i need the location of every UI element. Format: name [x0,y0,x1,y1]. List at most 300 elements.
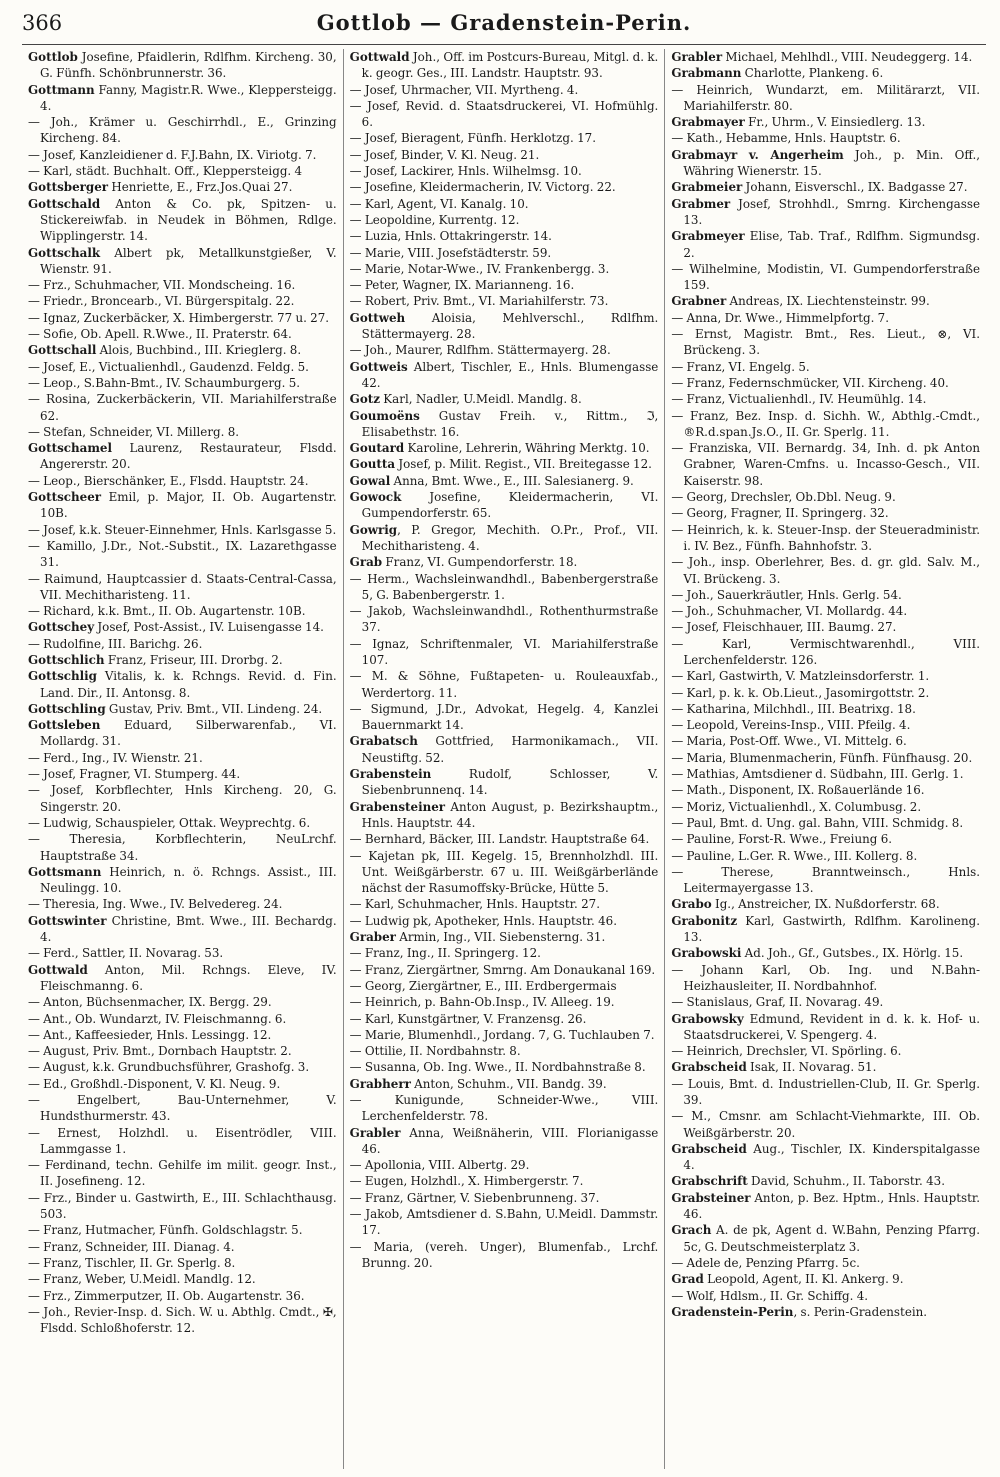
entry-details: — Therese, Branntweinsch., Hnls. Leitermayergasse 13. [671,864,981,896]
directory-entry [671,1059,980,1075]
entry-details: — Karl, Gastwirth, V. Matzleinsdorferstr. 1. [671,669,930,684]
entry-details: — Stefan, Schneider, VI. Millerg. 8. [28,424,240,439]
entry-details: — Georg, Fragner, II. Springerg. 32. [671,506,889,521]
directory-entry [350,1239,659,1272]
directory-entry [350,945,659,961]
entry-details: — Anton, Büchsenmacher, IX. Bergg. 29. [28,995,272,1010]
entry-details: Ig., Anstreicher, IX. Nußdorferstr. 68. [711,897,940,912]
entry-details: — Ant., Ob. Wundarzt, IV. Fleischmanng. 6. [28,1011,287,1026]
directory-entry [350,603,659,636]
entry-surname: Grabner [671,294,727,309]
entry-details: Ad. Joh., Gf., Gutsbes., IX. Hörlg. 15. [741,946,964,961]
entry-surname: Gottschlich [28,652,105,667]
entry-details: — Leop., S.Bahn-Bmt., IV. Schaumburgerg. 5. [28,375,301,390]
entry-details: — Theresia, Ing. Wwe., IV. Belvedereg. 24. [28,897,283,912]
entry-details: — Franz, Gärtner, V. Siebenbrunneng. 37. [349,1190,600,1205]
directory-entry [671,945,980,961]
entry-surname: Grabherr [349,1076,411,1091]
directory-entry [671,668,980,684]
directory-entry [28,1157,337,1190]
entry-surname: Grabensteiner [349,799,446,814]
directory-entry [671,522,980,555]
entry-details: — Franz, Tischler, II. Gr. Sperlg. 8. [28,1255,236,1270]
entry-details: — Herm., Wachsleinwandhdl., Babenbergerstraße 5, G. Babenbergerstr. 1. [349,571,659,602]
entry-surname: Gottweh [349,310,406,325]
entry-details: — Franz, Weber, U.Meidl. Mandlg. 12. [28,1272,256,1287]
entry-details: Michael, Mehlhdl., VIII. Neudeggerg. 14. [722,50,973,64]
directory-entry [671,717,980,733]
directory-entry [671,636,980,669]
directory-entry [671,962,980,995]
entry-surname: Gottwald [28,962,88,977]
entry-surname: Gottscheer [28,490,102,505]
entry-details: Anton, p. Bez. Hptm., Hnls. Hauptstr. 46. [683,1190,981,1222]
entry-details: — Ferd., Ing., IV. Wienstr. 21. [28,750,203,765]
entry-surname: Gottmann [28,82,95,97]
directory-entry [28,962,337,995]
directory-entry [671,766,980,782]
directory-entry [350,848,659,897]
entry-details: Aug., Tischler, IX. Kinderspitalgasse 4. [683,1141,981,1173]
directory-entry [28,1190,337,1223]
page-number: 366 [22,11,63,35]
directory-entry [28,82,337,115]
entry-details: — Sigmund, J.Dr., Advokat, Hegelg. 4, Kanzlei Bauernmarkt 14. [349,701,659,733]
entry-details: — Kath., Hebamme, Hnls. Hauptstr. 6. [671,131,901,146]
directory-entry [350,1027,659,1043]
entry-details: — Leop., Bierschänker, E., Flsdd. Hauptstr. 24. [28,473,309,488]
entry-details: — Karl, städt. Buchhalt. Off., Kleppersteigg. 4 [28,164,303,179]
directory-entry [671,114,980,130]
entry-surname: Grabo [671,897,712,912]
entry-details: Karoline, Lehrerin, Währing Merktg. 10. [404,441,650,456]
entry-details: Fr., Uhrm., V. Einsiedlerg. 13. [744,115,926,130]
entry-details: — Marie, Notar-Wwe., IV. Frankenbergg. 3. [349,261,610,276]
directory-entry [28,1059,337,1075]
directory-entry [28,245,337,278]
directory-entry [671,1271,980,1287]
directory-entry [671,130,980,146]
directory-entry [350,261,659,277]
entry-details: — Josef, Fragner, VI. Stumperg. 44. [28,767,241,782]
directory-entry [350,245,659,261]
entry-surname: Gotz [349,392,381,407]
directory-entry [350,994,659,1010]
entry-details: Heinrich, n. ö. Rchngs. Assist., III. Neulingg. 10. [40,864,337,896]
directory-entry [671,505,980,521]
entry-details: Anton, Mil. Rchngs. Eleve, IV. Fleischmanng. 6. [40,962,337,993]
directory-entry [28,831,337,864]
directory-entry [350,554,659,570]
directory-entry [28,1027,337,1043]
entry-details: — Louis, Bmt. d. Industriellen-Club, II. Gr. Sperlg. 39. [671,1076,981,1107]
entry-surname: Gottweis [349,359,408,374]
directory-entry [671,1043,980,1059]
directory-entry [28,603,337,619]
entry-details: — Franz, Victualienhdl., IV. Heumühlg. 14. [671,392,927,407]
entry-details: — Karl, Agent, VI. Kanalg. 10. [349,196,529,211]
entry-surname: Gottschling [28,701,106,716]
entry-details: — August, k.k. Grundbuchsführer, Grashofg. 3. [28,1060,310,1075]
entry-details: Aloisia, Mehlverschl., Rdlfhm. Stättermayerg. 28. [361,310,659,342]
entry-details: — Adele de, Penzing Pfarrg. 5c. [671,1255,860,1270]
entry-details: — Karl, Kunstgärtner, V. Franzensg. 26. [349,1011,587,1026]
directory-entry [671,1255,980,1271]
entry-details: — Susanna, Ob. Ing. Wwe., II. Nordbahnstraße 8. [349,1060,646,1075]
entry-details: — Josef, Uhrmacher, VII. Myrtheng. 4. [349,82,579,97]
entry-details: , P. Gregor, Mechith. O.Pr., Prof., VII. Mechitharisteng. 4. [361,522,659,553]
running-head: Gottlob — Gradenstein-Perin. [316,10,692,35]
directory-entry [671,994,980,1010]
entry-surname: Gottsleben [28,718,101,733]
entry-surname: Grabschrift [671,1174,748,1189]
directory-entry [671,782,980,798]
entry-details: — Georg, Ziergärtner, E., III. Erdbergermais [349,978,617,993]
directory-entry [28,701,337,717]
entry-details: — Karl, Vermischtwarenhdl., VIII. Lerchenfelderstr. 126. [671,636,981,667]
entry-surname: Graber [349,930,396,945]
directory-entry [671,408,980,441]
directory-entry [350,147,659,163]
entry-details: — Ignaz, Zuckerbäcker, X. Himbergerstr. 77 u. 27. [28,310,330,325]
entry-surname: Gowock [349,490,402,505]
directory-entry [671,619,980,635]
directory-entry [350,1190,659,1206]
directory-entry [28,766,337,782]
entry-details: — Franz, Schneider, III. Dianag. 4. [28,1239,235,1254]
directory-entry [28,913,337,946]
entry-details: Edmund, Revident in d. k. k. Hof- u. Staatsdruckerei, V. Spengerg. 4. [683,1011,981,1042]
directory-entry [350,799,659,832]
entry-surname: Grabonitz [671,913,738,928]
entry-details: — Ernest, Holzhdl. u. Eisentrödler, VIII. Lammgasse 1. [28,1125,337,1156]
entry-details: — Joh., insp. Oberlehrer, Bes. d. gr. gld. Salv. M., VI. Brückeng. 3. [671,555,981,586]
entry-details: Fanny, Magistr.R. Wwe., Kleppersteigg. 4. [40,82,337,113]
directory-columns [22,49,986,1469]
entry-surname: Grabscheid [671,1141,747,1156]
directory-entry [671,587,980,603]
directory-entry [28,896,337,912]
directory-entry [28,1304,337,1337]
entry-details: Armin, Ing., VII. Siebensterng. 31. [395,930,606,945]
entry-details: Anna, Weißnäherin, VIII. Florianigasse 46. [361,1125,659,1156]
entry-surname: Gottschey [28,620,95,635]
column-3 [665,49,986,1469]
directory-entry [350,1043,659,1059]
directory-entry [671,848,980,864]
directory-entry [671,179,980,195]
entry-details: — Ferd., Sattler, II. Novarag. 53. [28,946,224,961]
directory-entry [671,65,980,81]
entry-details: — Engelbert, Bau-Unternehmer, V. Hundsthurmerstr. 43. [28,1093,337,1124]
directory-entry [671,603,980,619]
entry-surname: Gottschall [28,343,97,358]
entry-details: — Franz, Ziergärtner, Smrng. Am Donaukanal 169. [349,962,656,977]
entry-details: — Heinrich, Drechsler, VI. Spörling. 6. [671,1044,902,1059]
entry-details: — Maria, Blumenmacherin, Fünfh. Fünfhausg. 20. [671,750,973,765]
directory-entry [350,408,659,441]
directory-entry [28,163,337,179]
directory-entry [671,310,980,326]
directory-entry [350,228,659,244]
directory-entry [671,196,980,229]
entry-details: — Georg, Drechsler, Ob.Dbl. Neug. 9. [671,490,896,505]
directory-entry [350,456,659,472]
entry-details: — Stanislaus, Graf, II. Novarag. 49. [671,995,884,1010]
entry-details: — Bernhard, Bäcker, III. Landstr. Hauptstraße 64. [349,832,650,847]
entry-details: Laurenz, Restaurateur, Flsdd. Angererstr. 20. [40,441,337,472]
directory-entry [28,994,337,1010]
entry-surname: Gradenstein-Perin [671,1304,794,1319]
directory-entry [671,82,980,115]
entry-surname: Grach [671,1223,712,1238]
entry-details: — Sofie, Ob. Apell. R.Wwe., II. Praterstr. 64. [28,327,292,342]
entry-details: — Apollonia, VIII. Albertg. 29. [349,1158,530,1173]
directory-entry [350,1076,659,1092]
entry-details: — Marie, VIII. Josefstädterstr. 59. [349,245,552,260]
entry-details: Josef, Strohhdl., Smrng. Kirchengasse 13. [683,196,981,227]
directory-entry [350,359,659,392]
directory-entry [350,196,659,212]
column-1 [22,49,344,1469]
directory-entry [350,929,659,945]
entry-details: — Robert, Priv. Bmt., VI. Mariahilferstr. 73. [349,294,609,309]
entry-details: — Anna, Dr. Wwe., Himmelpfortg. 7. [671,310,890,325]
entry-details: — Wolf, Hdlsm., II. Gr. Schiffg. 4. [671,1288,869,1303]
directory-entry [350,49,659,82]
directory-entry [28,424,337,440]
directory-entry [671,1173,980,1189]
directory-entry [350,1125,659,1158]
entry-details: — Luzia, Hnls. Ottakringerstr. 14. [349,229,552,244]
entry-details: — Josef, Binder, V. Kl. Neug. 21. [349,147,540,162]
entry-details: — Theresia, Korbflechterin, NeuLrchf. Hauptstraße 34. [28,832,337,863]
entry-details: — Leopoldine, Kurrentg. 12. [349,212,520,227]
entry-details: — Josefine, Kleidermacherin, IV. Victorg. 22. [349,180,616,195]
entry-details: — Peter, Wagner, IX. Marianneng. 16. [349,278,575,293]
directory-entry [28,1239,337,1255]
entry-details: Anton & Co. pk, Spitzen- u. Stickereiwfab. in Neudek in Böhmen, Rdlge. Wipplingerstr. 14. [40,196,337,244]
entry-details: — Joh., Revier-Insp. d. Sich. W. u. Abthlg. Cmdt., ✠, Flsdd. Schloßhoferstr. 12. [28,1304,337,1336]
entry-details: — Karl, Schuhmacher, Hnls. Hauptstr. 27. [349,897,601,912]
entry-details: Josef, Post-Assist., IV. Luisengasse 14. [94,620,324,635]
directory-entry [28,522,337,538]
entry-details: Josef, p. Milit. Regist., VII. Breitegasse 12. [395,457,652,472]
directory-entry [28,571,337,604]
entry-details: — Joh., Maurer, Rdlfhm. Stättermayerg. 28. [349,343,611,358]
entry-details: — Heinrich, k. k. Steuer-Insp. der Steueradministr. i. IV. Bez., Fünfh. Bahnhofstr. 3. [671,522,981,553]
entry-details: — Franz, Hutmacher, Fünfh. Goldschlagstr. 5. [28,1223,303,1238]
directory-entry [28,326,337,342]
entry-details: Alois, Buchbind., III. Krieglerg. 8. [96,343,302,358]
entry-surname: Grabsteiner [671,1190,751,1205]
entry-details: — M., Cmsnr. am Schlacht-Viehmarkte, III. Ob. Weißgärberstr. 20. [671,1109,981,1140]
directory-entry [350,1011,659,1027]
directory-entry [28,391,337,424]
directory-entry [671,1108,980,1141]
entry-surname: Grabmeyer [671,229,745,244]
entry-details: — Josef, Kanzleidiener d. F.J.Bahn, IX. Viriotg. 7. [28,147,317,162]
directory-entry [350,1092,659,1125]
entry-surname: Gottswinter [28,913,107,928]
entry-details: — Ed., Großhdl.-Disponent, V. Kl. Neug. 9. [28,1076,281,1091]
entry-surname: Goumoëns [349,408,420,423]
directory-entry [28,945,337,961]
entry-details: — Ottilie, II. Nordbahnstr. 8. [349,1044,521,1059]
entry-details: — Friedr., Broncearb., VI. Bürgerspitalg. 22. [28,294,295,309]
entry-details: — Franz, Bez. Insp. d. Sichh. W., Abthlg.-Cmdt., ®R.d.span.Js.O., II. Gr. Sperlg. 11. [671,408,981,439]
entry-surname: Grabler [671,50,723,64]
directory-entry [350,913,659,929]
directory-entry [28,668,337,701]
directory-entry [28,1255,337,1271]
entry-details: — Ludwig, Schauspieler, Ottak. Weyprechtg. 6. [28,815,311,830]
directory-entry [28,277,337,293]
entry-surname: Grab [349,555,383,570]
entry-surname: Goutard [349,441,405,456]
entry-details: — Franziska, VII. Bernardg. 34, Inh. d. pk Anton Grabner, Waren-Cmfns. u. Incasso-Gesch., VII. Kaiserstr. 98. [671,441,981,488]
entry-details: Karl, Gastwirth, Rdlfhm. Karolineng. 13. [683,913,981,945]
directory-entry [671,1190,980,1223]
directory-entry [28,1076,337,1092]
entry-details: Rudolf, Schlosser, V. Siebenbrunnenq. 14. [361,767,659,798]
entry-details: Christine, Bmt. Wwe., III. Bechardg. 4. [40,913,337,945]
entry-details: — Wilhelmine, Modistin, VI. Gumpendorferstraße 159. [671,261,981,293]
directory-entry [671,375,980,391]
directory-entry [671,326,980,359]
directory-entry [28,636,337,652]
entry-surname: Gottschamel [28,441,113,456]
entry-details: Gustav, Priv. Bmt., VII. Lindeng. 24. [105,701,323,716]
entry-surname: Grabmer [671,196,731,211]
entry-details: Franz, Friseur, III. Drorbg. 2. [104,652,283,667]
directory-entry [28,473,337,489]
directory-entry [350,1157,659,1173]
entry-details: Andreas, IX. Liechtensteinstr. 99. [726,294,930,309]
directory-entry [671,733,980,749]
entry-details: — Josef, Bieragent, Fünfh. Herklotzg. 17. [349,131,597,146]
entry-details: — Joh., Sauerkräutler, Hnls. Gerlg. 54. [671,587,902,602]
directory-entry [28,489,337,522]
entry-details: — Franz, Ing., II. Springerg. 12. [349,946,541,961]
entry-details: — Kunigunde, Schneider-Wwe., VIII. Lerchenfelderstr. 78. [349,1093,659,1124]
directory-entry [671,864,980,897]
directory-entry [671,147,980,180]
directory-entry [28,147,337,163]
directory-entry [28,359,337,375]
entry-details: Joh., Off. im Postcurs-Bureau, Mitgl. d. k. k. geogr. Ges., III. Landstr. Hauptstr. 93. [361,50,659,81]
entry-surname: Grad [671,1272,704,1287]
directory-entry [671,554,980,587]
entry-details: Anna, Bmt. Wwe., E., III. Salesianerg. 9. [390,473,634,488]
directory-entry [28,293,337,309]
entry-details: — Heinrich, p. Bahn-Ob.Insp., IV. Alleeg. 19. [349,995,615,1010]
entry-details: — Josef, E., Victualienhdl., Gaudenzd. Feldg. 5. [28,359,309,374]
directory-entry [671,359,980,375]
entry-details: — Jakob, Amtsdiener d. S.Bahn, U.Meidl. Dammstr. 17. [349,1207,659,1238]
directory-entry [671,685,980,701]
entry-details: Emil, p. Major, II. Ob. Augartenstr. 10B. [40,490,337,521]
entry-details: — Maria, (vereh. Unger), Blumenfab., Lrchf. Brunng. 20. [349,1239,659,1270]
entry-details: Leopold, Agent, II. Kl. Ankerg. 9. [703,1272,904,1287]
directory-entry [671,831,980,847]
directory-entry [28,782,337,815]
entry-details: , s. Perin-Gradenstein. [793,1304,928,1319]
directory-entry [350,440,659,456]
directory-entry [28,342,337,358]
entry-details: — Ignaz, Schriftenmaler, VI. Mariahilferstraße 107. [349,636,659,667]
directory-entry [350,766,659,799]
entry-details: — Kajetan pk, III. Kegelg. 15, Brennholzhdl. III. Unt. Weißgärberstr. 67 u. III. Weißgärberlände nächst der Rasumoffsky-Brücke, Hütte 5. [349,848,659,896]
directory-entry [671,1288,980,1304]
directory-entry [671,815,980,831]
entry-details: — Richard, k.k. Bmt., II. Ob. Augartenstr. 10B. [28,604,306,619]
entry-details: Josefine, Pfaidlerin, Rdlfhm. Kircheng. 30, G. Fünfh. Schönbrunnerstr. 36. [40,50,337,81]
entry-details: — Kamillo, J.Dr., Not.-Substit., IX. Lazarethgasse 31. [28,538,337,570]
entry-details: — Raimund, Hauptcassier d. Staats-Central-Cassa, VII. Mechitharisteng. 11. [28,571,337,602]
directory-entry [350,293,659,309]
directory-entry [28,1125,337,1158]
directory-entry [28,440,337,473]
directory-entry [28,750,337,766]
directory-entry [350,896,659,912]
entry-details: — Josef, Lackirer, Hnls. Wilhelmsg. 10. [349,164,582,179]
entry-surname: Gottschlig [28,669,97,684]
directory-entry [671,228,980,261]
directory-entry [28,310,337,326]
directory-entry [350,701,659,734]
entry-details: — Karl, p. k. k. Ob.Lieut., Jasomirgottstr. 2. [671,685,930,700]
entry-surname: Grabmayer [671,115,745,130]
entry-details: Eduard, Silberwarenfab., VI. Mollardg. 31. [40,718,337,749]
entry-details: Gottfried, Harmonikamach., VII. Neustiftg. 52. [361,734,659,765]
directory-entry [671,1076,980,1109]
entry-details: — Pauline, Forst-R. Wwe., Freiung 6. [671,832,893,847]
entry-details: — Josef, Fleischhauer, III. Baumg. 27. [671,620,897,635]
entry-details: — Jakob, Wachsleinwandhdl., Rothenthurmstraße 37. [349,604,659,635]
entry-details: Johann, Eisverschl., IX. Badgasse 27. [742,180,968,195]
entry-details: Anton, Schuhm., VII. Bandg. 39. [410,1076,607,1091]
entry-details: Charlotte, Plankeng. 6. [741,66,884,81]
directory-entry [350,668,659,701]
entry-details: — Ant., Kaffeesieder, Hnls. Lessingg. 12. [28,1027,272,1042]
entry-details: Karl, Nadler, U.Meidl. Mandlg. 8. [380,392,582,407]
entry-surname: Grabenstein [349,767,432,782]
entry-surname: Gottschalk [28,245,101,260]
directory-entry [28,375,337,391]
entry-details: A. de pk, Agent d. W.Bahn, Penzing Pfarrg. 5c, G. Deutschmeisterplatz 3. [683,1223,981,1254]
entry-details: — Frz., Binder u. Gastwirth, E., III. Schlachthausg. 503. [28,1190,337,1222]
directory-entry [28,179,337,195]
directory-entry [350,1059,659,1075]
entry-details: — Pauline, L.Ger. R. Wwe., III. Kollerg. 8. [671,848,918,863]
directory-entry [350,342,659,358]
directory-entry [350,277,659,293]
directory-entry [671,293,980,309]
directory-entry [671,896,980,912]
entry-details: — Eugen, Holzhdl., X. Himbergerstr. 7. [349,1174,584,1189]
directory-entry [28,1011,337,1027]
entry-surname: Grabowski [671,946,742,961]
directory-entry [350,571,659,604]
directory-entry [28,1271,337,1287]
entry-details: — Josef, Revid. d. Staatsdruckerei, VI. Hofmühlg. 6. [349,98,659,130]
entry-surname: Grabmeier [671,180,743,195]
entry-details: — Marie, Blumenhdl., Jordang. 7, G. Tuchlauben 7. [349,1027,655,1042]
directory-entry [350,489,659,522]
directory-entry [350,212,659,228]
entry-details: — Moriz, Victualienhdl., X. Columbusg. 2. [671,799,922,814]
